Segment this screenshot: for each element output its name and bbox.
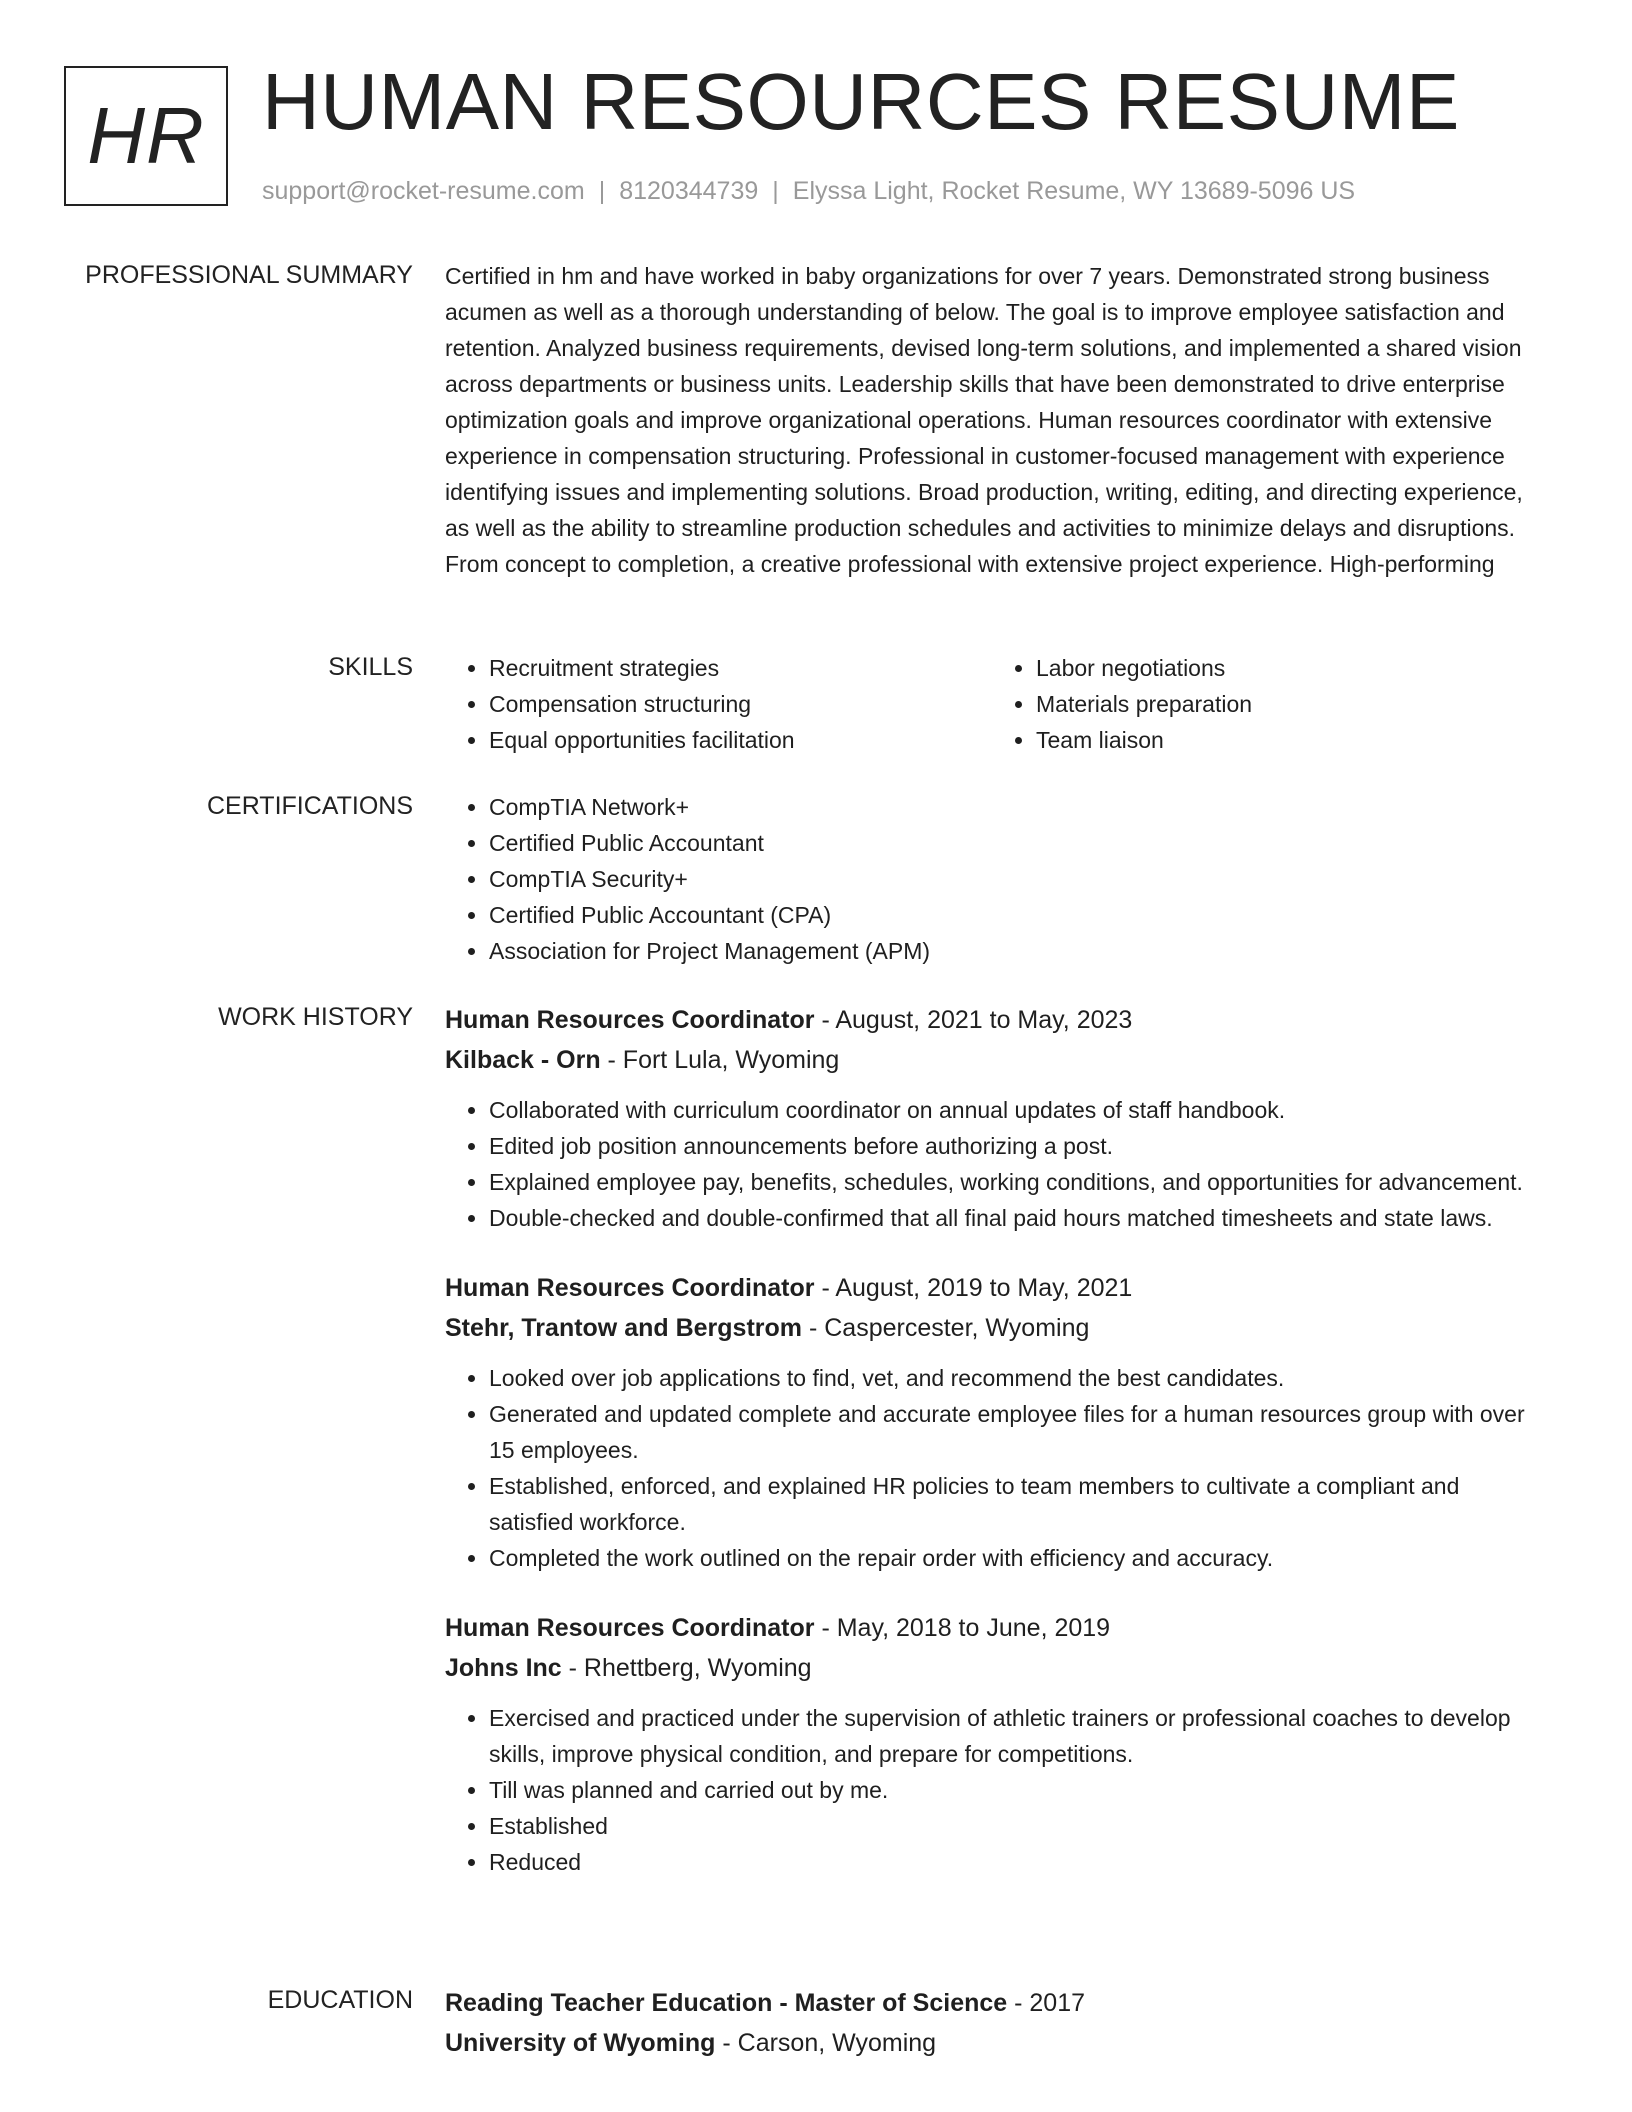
job-title: Human Resources Coordinator xyxy=(445,1614,815,1642)
certification-item: • Certified Public Accountant (CPA) xyxy=(489,897,1550,933)
skill-item: • Recruitment strategies xyxy=(489,650,992,686)
monogram-text: HR xyxy=(87,91,205,180)
job-company-line xyxy=(445,1308,1550,1348)
skill-item: • Compensation structuring xyxy=(489,686,992,722)
job-bullet: • Till was planned and carried out by me. xyxy=(489,1772,1550,1808)
job-location: - Rhettberg, Wyoming xyxy=(561,1654,812,1682)
education-degree: Reading Teacher Education - Master of Science xyxy=(445,1989,1008,2017)
job-bullet: • Edited job position announcements before authorizing a post. xyxy=(489,1128,1550,1164)
job-bullets xyxy=(445,1700,1550,1880)
job-location: - Fort Lula, Wyoming xyxy=(600,1046,840,1074)
job-heading xyxy=(445,1608,1550,1648)
job-title: Human Resources Coordinator xyxy=(445,1006,815,1034)
section-label-education: EDUCATION xyxy=(267,1986,413,2014)
contact-line xyxy=(262,174,1355,208)
contact-separator: | xyxy=(772,177,779,205)
job-bullet: • Looked over job applications to find, vet, and recommend the best candidates. xyxy=(489,1360,1550,1396)
skill-item: • Team liaison xyxy=(1036,722,1550,758)
skill-item: • Equal opportunities facilitation xyxy=(489,722,992,758)
job-entry xyxy=(445,1268,1550,1576)
contact-separator: | xyxy=(598,177,606,205)
job-company: Johns Inc xyxy=(445,1654,562,1682)
job-bullet: • Established xyxy=(489,1808,1550,1844)
job-heading xyxy=(445,1268,1550,1308)
certification-item: • Association for Project Management (APM) xyxy=(489,933,1550,969)
job-bullets xyxy=(445,1360,1550,1576)
education-year: - 2017 xyxy=(1007,1989,1086,2017)
job-bullet: • Established, enforced, and explained HR policies to team members to cultivate a compliant and satisfied workforce. xyxy=(489,1468,1550,1540)
job-location: - Caspercester, Wyoming xyxy=(802,1314,1090,1342)
job-bullets xyxy=(445,1092,1550,1236)
job-dates: - May, 2018 to June, 2019 xyxy=(814,1614,1111,1642)
skills-list-left xyxy=(445,650,992,758)
job-heading xyxy=(445,1000,1550,1040)
job-entry xyxy=(445,1608,1550,1880)
skill-item: • Materials preparation xyxy=(1036,686,1550,722)
job-bullet: • Generated and updated complete and accurate employee files for a human resources group with over 15 employees. xyxy=(489,1396,1550,1468)
contact-address: Elyssa Light, Rocket Resume, WY 13689-5096 US xyxy=(792,177,1356,205)
skill-item: • Labor negotiations xyxy=(1036,650,1550,686)
resume-title: HUMAN RESOURCES RESUME xyxy=(262,57,1460,146)
certification-item: • Certified Public Accountant xyxy=(489,825,1550,861)
certifications-list xyxy=(445,789,1550,969)
section-label-certifications: CERTIFICATIONS xyxy=(206,792,413,820)
section-label-skills: SKILLS xyxy=(328,653,413,681)
job-bullet: • Explained employee pay, benefits, schedules, working conditions, and opportunities for advancement. xyxy=(489,1164,1550,1200)
job-bullet: • Exercised and practiced under the supervision of athletic trainers or professional coaches to develop skills, improve physical condition, and prepare for competitions. xyxy=(489,1700,1550,1772)
job-bullet: • Double-checked and double-confirmed that all final paid hours matched timesheets and state laws. xyxy=(489,1200,1550,1236)
job-company-line xyxy=(445,1648,1550,1688)
job-entry xyxy=(445,1000,1550,1236)
job-dates: - August, 2019 to May, 2021 xyxy=(814,1274,1133,1302)
education-location: - Carson, Wyoming xyxy=(715,2029,937,2057)
job-bullet: • Collaborated with curriculum coordinator on annual updates of staff handbook. xyxy=(489,1092,1550,1128)
monogram-box xyxy=(64,66,228,206)
job-title: Human Resources Coordinator xyxy=(445,1274,815,1302)
section-label-work-history: WORK HISTORY xyxy=(218,1003,413,1031)
education-school-line xyxy=(445,2023,1550,2063)
certification-item: • CompTIA Security+ xyxy=(489,861,1550,897)
job-bullet: • Completed the work outlined on the repair order with efficiency and accuracy. xyxy=(489,1540,1550,1576)
section-label-summary: PROFESSIONAL SUMMARY xyxy=(85,261,413,289)
job-company: Kilback - Orn xyxy=(445,1046,601,1074)
skills-list-right xyxy=(992,650,1550,758)
contact-email[interactable]: support@rocket-resume.com xyxy=(262,177,585,205)
education-school: University of Wyoming xyxy=(445,2029,716,2057)
job-dates: - August, 2021 to May, 2023 xyxy=(814,1006,1133,1034)
contact-phone[interactable]: 8120344739 xyxy=(619,177,759,205)
job-bullet: • Reduced xyxy=(489,1844,1550,1880)
certification-item: • CompTIA Network+ xyxy=(489,789,1550,825)
education-heading xyxy=(445,1983,1550,2023)
job-company: Stehr, Trantow and Bergstrom xyxy=(445,1314,803,1342)
summary-text: Certified in hm and have worked in baby organizations for over 7 years. Demonstrated strong business acumen as well as a thorough understanding of below. The goal is to improve employee satisfaction and retention. Analyzed business requirements, devised long-term solutions, and implemented a shared vision across departments or business units. Leadership skills that have been demonstrated to drive enterprise optimization goals and improve organizational operations. Human resources coordinator with extensive experience in compensation structuring. Professional in customer-focused management with experience identifying issues and implementing solutions. Broad production, writing, editing, and directing experience, as well as the ability to streamline production schedules and activities to minimize delays and disruptions. From concept to completion, a creative professional with extensive project experience. High-performing xyxy=(445,263,1523,577)
job-company-line xyxy=(445,1040,1550,1080)
